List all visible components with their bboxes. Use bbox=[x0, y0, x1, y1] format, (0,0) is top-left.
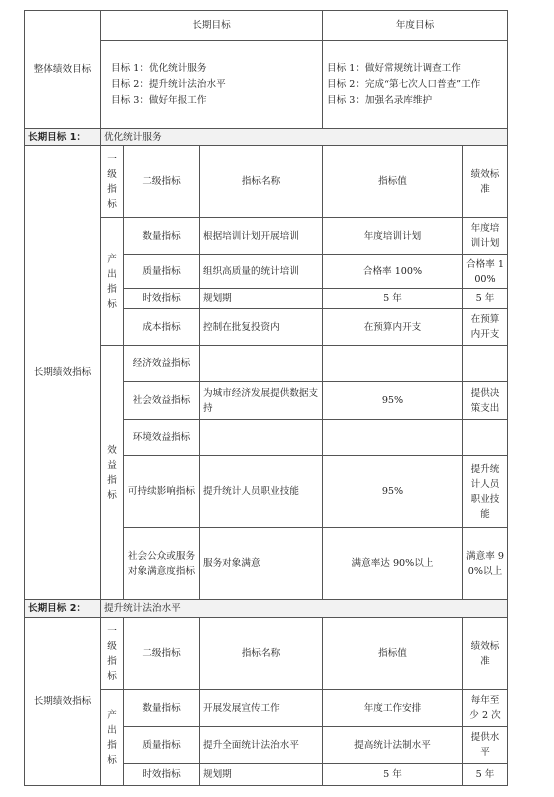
section1-value: 优化统计服务 bbox=[101, 129, 508, 146]
indicator-value-cell: 95% bbox=[323, 382, 463, 420]
long-term-goal-header: 长期目标 bbox=[101, 11, 323, 41]
indicator-name-cell: 提升统计人员职业技能 bbox=[200, 456, 323, 528]
block1-benefit-indicator-label: 效益指标 bbox=[101, 346, 124, 600]
block1-level2-header: 二级指标 bbox=[124, 146, 200, 218]
indicator-name-cell: 为城市经济发展提供数据支持 bbox=[200, 382, 323, 420]
indicator-value-cell: 提高统计法制水平 bbox=[323, 727, 463, 764]
performance-goal-table bbox=[24, 10, 508, 786]
level2-cell: 经济效益指标 bbox=[124, 346, 200, 382]
block2-long-term-indicator-label: 长期绩效指标 bbox=[25, 618, 101, 786]
block1-level1-header: 一级指标 bbox=[101, 146, 124, 218]
standard-cell: 每年至少 2 次 bbox=[463, 690, 508, 727]
level2-cell: 质量指标 bbox=[124, 727, 200, 764]
level2-cell: 数量指标 bbox=[124, 690, 200, 727]
standard-cell: 提供水平 bbox=[463, 727, 508, 764]
indicator-value-cell: 95% bbox=[323, 456, 463, 528]
block2-level1-header: 一级指标 bbox=[101, 618, 124, 690]
indicator-value-cell: 年度培训计划 bbox=[323, 218, 463, 255]
indicator-name-cell: 开展发展宣传工作 bbox=[200, 690, 323, 727]
indicator-name-cell: 组织高质量的统计培训 bbox=[200, 255, 323, 289]
standard-cell: 5 年 bbox=[463, 289, 508, 309]
annual-goal-1: 目标 1：做好常规统计调查工作 bbox=[327, 62, 461, 74]
section2-label: 长期目标 2： bbox=[25, 600, 101, 618]
level2-cell: 社会公众或服务对象满意度指标 bbox=[124, 528, 200, 600]
long-term-goal-1: 目标 1：优化统计服务 bbox=[111, 62, 207, 74]
indicator-value-cell: 5 年 bbox=[323, 764, 463, 786]
long-term-goal-3: 目标 3：做好年报工作 bbox=[111, 94, 207, 106]
block1-long-term-indicator-label: 长期绩效指标 bbox=[25, 146, 101, 600]
block1-standard-header: 绩效标准 bbox=[463, 146, 508, 218]
indicator-value-cell: 满意率达 90%以上 bbox=[323, 528, 463, 600]
indicator-name-cell: 规划期 bbox=[200, 764, 323, 786]
block2-level2-header: 二级指标 bbox=[124, 618, 200, 690]
annual-goal-header: 年度目标 bbox=[323, 11, 508, 41]
standard-cell: 年度培训计划 bbox=[463, 218, 508, 255]
indicator-name-cell: 服务对象满意 bbox=[200, 528, 323, 600]
long-term-goal-list bbox=[101, 41, 323, 129]
standard-cell: 提供决策支出 bbox=[463, 382, 508, 420]
block1-value-header: 指标值 bbox=[323, 146, 463, 218]
standard-cell: 5 年 bbox=[463, 764, 508, 786]
standard-cell bbox=[463, 346, 508, 382]
level2-cell: 数量指标 bbox=[124, 218, 200, 255]
level2-cell: 时效指标 bbox=[124, 289, 200, 309]
section2-value: 提升统计法治水平 bbox=[101, 600, 508, 618]
block2-name-header: 指标名称 bbox=[200, 618, 323, 690]
block1-name-header: 指标名称 bbox=[200, 146, 323, 218]
level2-cell: 环境效益指标 bbox=[124, 420, 200, 456]
standard-cell: 在预算内开支 bbox=[463, 309, 508, 346]
indicator-value-cell: 5 年 bbox=[323, 289, 463, 309]
level2-cell: 时效指标 bbox=[124, 764, 200, 786]
annual-goal-3: 目标 3：加强名录库维护 bbox=[327, 94, 433, 106]
annual-goal-list bbox=[323, 41, 508, 129]
standard-cell: 提升统计人员职业技能 bbox=[463, 456, 508, 528]
indicator-value-cell: 在预算内开支 bbox=[323, 309, 463, 346]
level2-cell: 质量指标 bbox=[124, 255, 200, 289]
section1-label: 长期目标 1： bbox=[25, 129, 101, 146]
block2-standard-header: 绩效标准 bbox=[463, 618, 508, 690]
level2-cell: 成本指标 bbox=[124, 309, 200, 346]
overall-goal-label: 整体绩效目标 bbox=[25, 11, 101, 129]
level2-cell: 可持续影响指标 bbox=[124, 456, 200, 528]
standard-cell bbox=[463, 420, 508, 456]
indicator-value-cell bbox=[323, 346, 463, 382]
annual-goal-2: 目标 2：完成“第七次人口普查”工作 bbox=[327, 78, 481, 90]
indicator-name-cell: 提升全面统计法治水平 bbox=[200, 727, 323, 764]
level2-cell: 社会效益指标 bbox=[124, 382, 200, 420]
block1-output-indicator-label: 产出指标 bbox=[101, 218, 124, 346]
indicator-name-cell bbox=[200, 420, 323, 456]
indicator-value-cell bbox=[323, 420, 463, 456]
indicator-name-cell bbox=[200, 346, 323, 382]
standard-cell: 满意率 90%以上 bbox=[463, 528, 508, 600]
indicator-name-cell: 根据培训计划开展培训 bbox=[200, 218, 323, 255]
standard-cell: 合格率 100% bbox=[463, 255, 508, 289]
indicator-name-cell: 控制在批复投资内 bbox=[200, 309, 323, 346]
indicator-value-cell: 年度工作安排 bbox=[323, 690, 463, 727]
block2-output-indicator-label: 产出指标 bbox=[101, 690, 124, 786]
block2-value-header: 指标值 bbox=[323, 618, 463, 690]
long-term-goal-2: 目标 2：提升统计法治水平 bbox=[111, 78, 226, 90]
indicator-name-cell: 规划期 bbox=[200, 289, 323, 309]
indicator-value-cell: 合格率 100% bbox=[323, 255, 463, 289]
